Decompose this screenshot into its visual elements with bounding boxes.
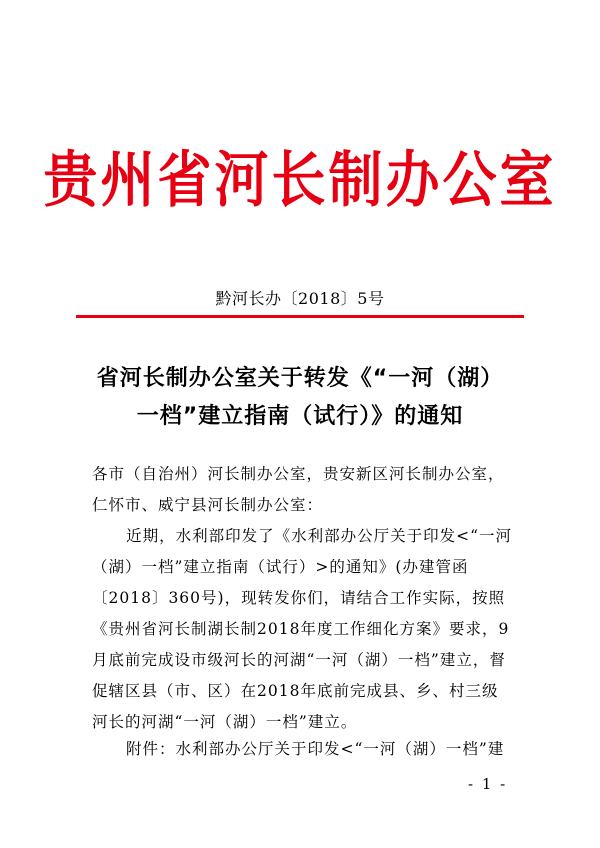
issuing-organization-title: 贵州省河长制办公室 (43, 143, 557, 216)
body-paragraph: 近期，水利部印发了《水利部办公厅关于印发<“一河（湖）一档”建立指南（试行）>的通知》(办建管函〔2018〕360号)，现转发你们，请结合工作实际，按照《贵州省河长制湖长制2018年度工作细化方案》要求，9月底前完成设市级河长的河湖“一河（湖）一档”建立，督促辖区县（市、区）在2018年底前完成县、乡、村三级河长的河湖“一河（湖）一档”建立。 (92, 527, 513, 731)
attachment-line: 附件：水利部办公厅关于印发<“一河（湖）一档”建 (126, 740, 505, 758)
notice-title-line-2: 一档”建立指南（试行）》的通知 (136, 404, 464, 429)
addressee-text: 各市（自治州）河长制办公室，贵安新区河长制办公室，仁怀市、威宁县河长制办公室： (92, 465, 505, 514)
red-separator-line (76, 315, 524, 318)
page-number: - 1 - (468, 775, 508, 793)
notice-title-line-1: 省河长制办公室关于转发《“一河（湖） (96, 366, 504, 391)
document-number: 黔河长办〔2018〕5号 (215, 289, 385, 308)
